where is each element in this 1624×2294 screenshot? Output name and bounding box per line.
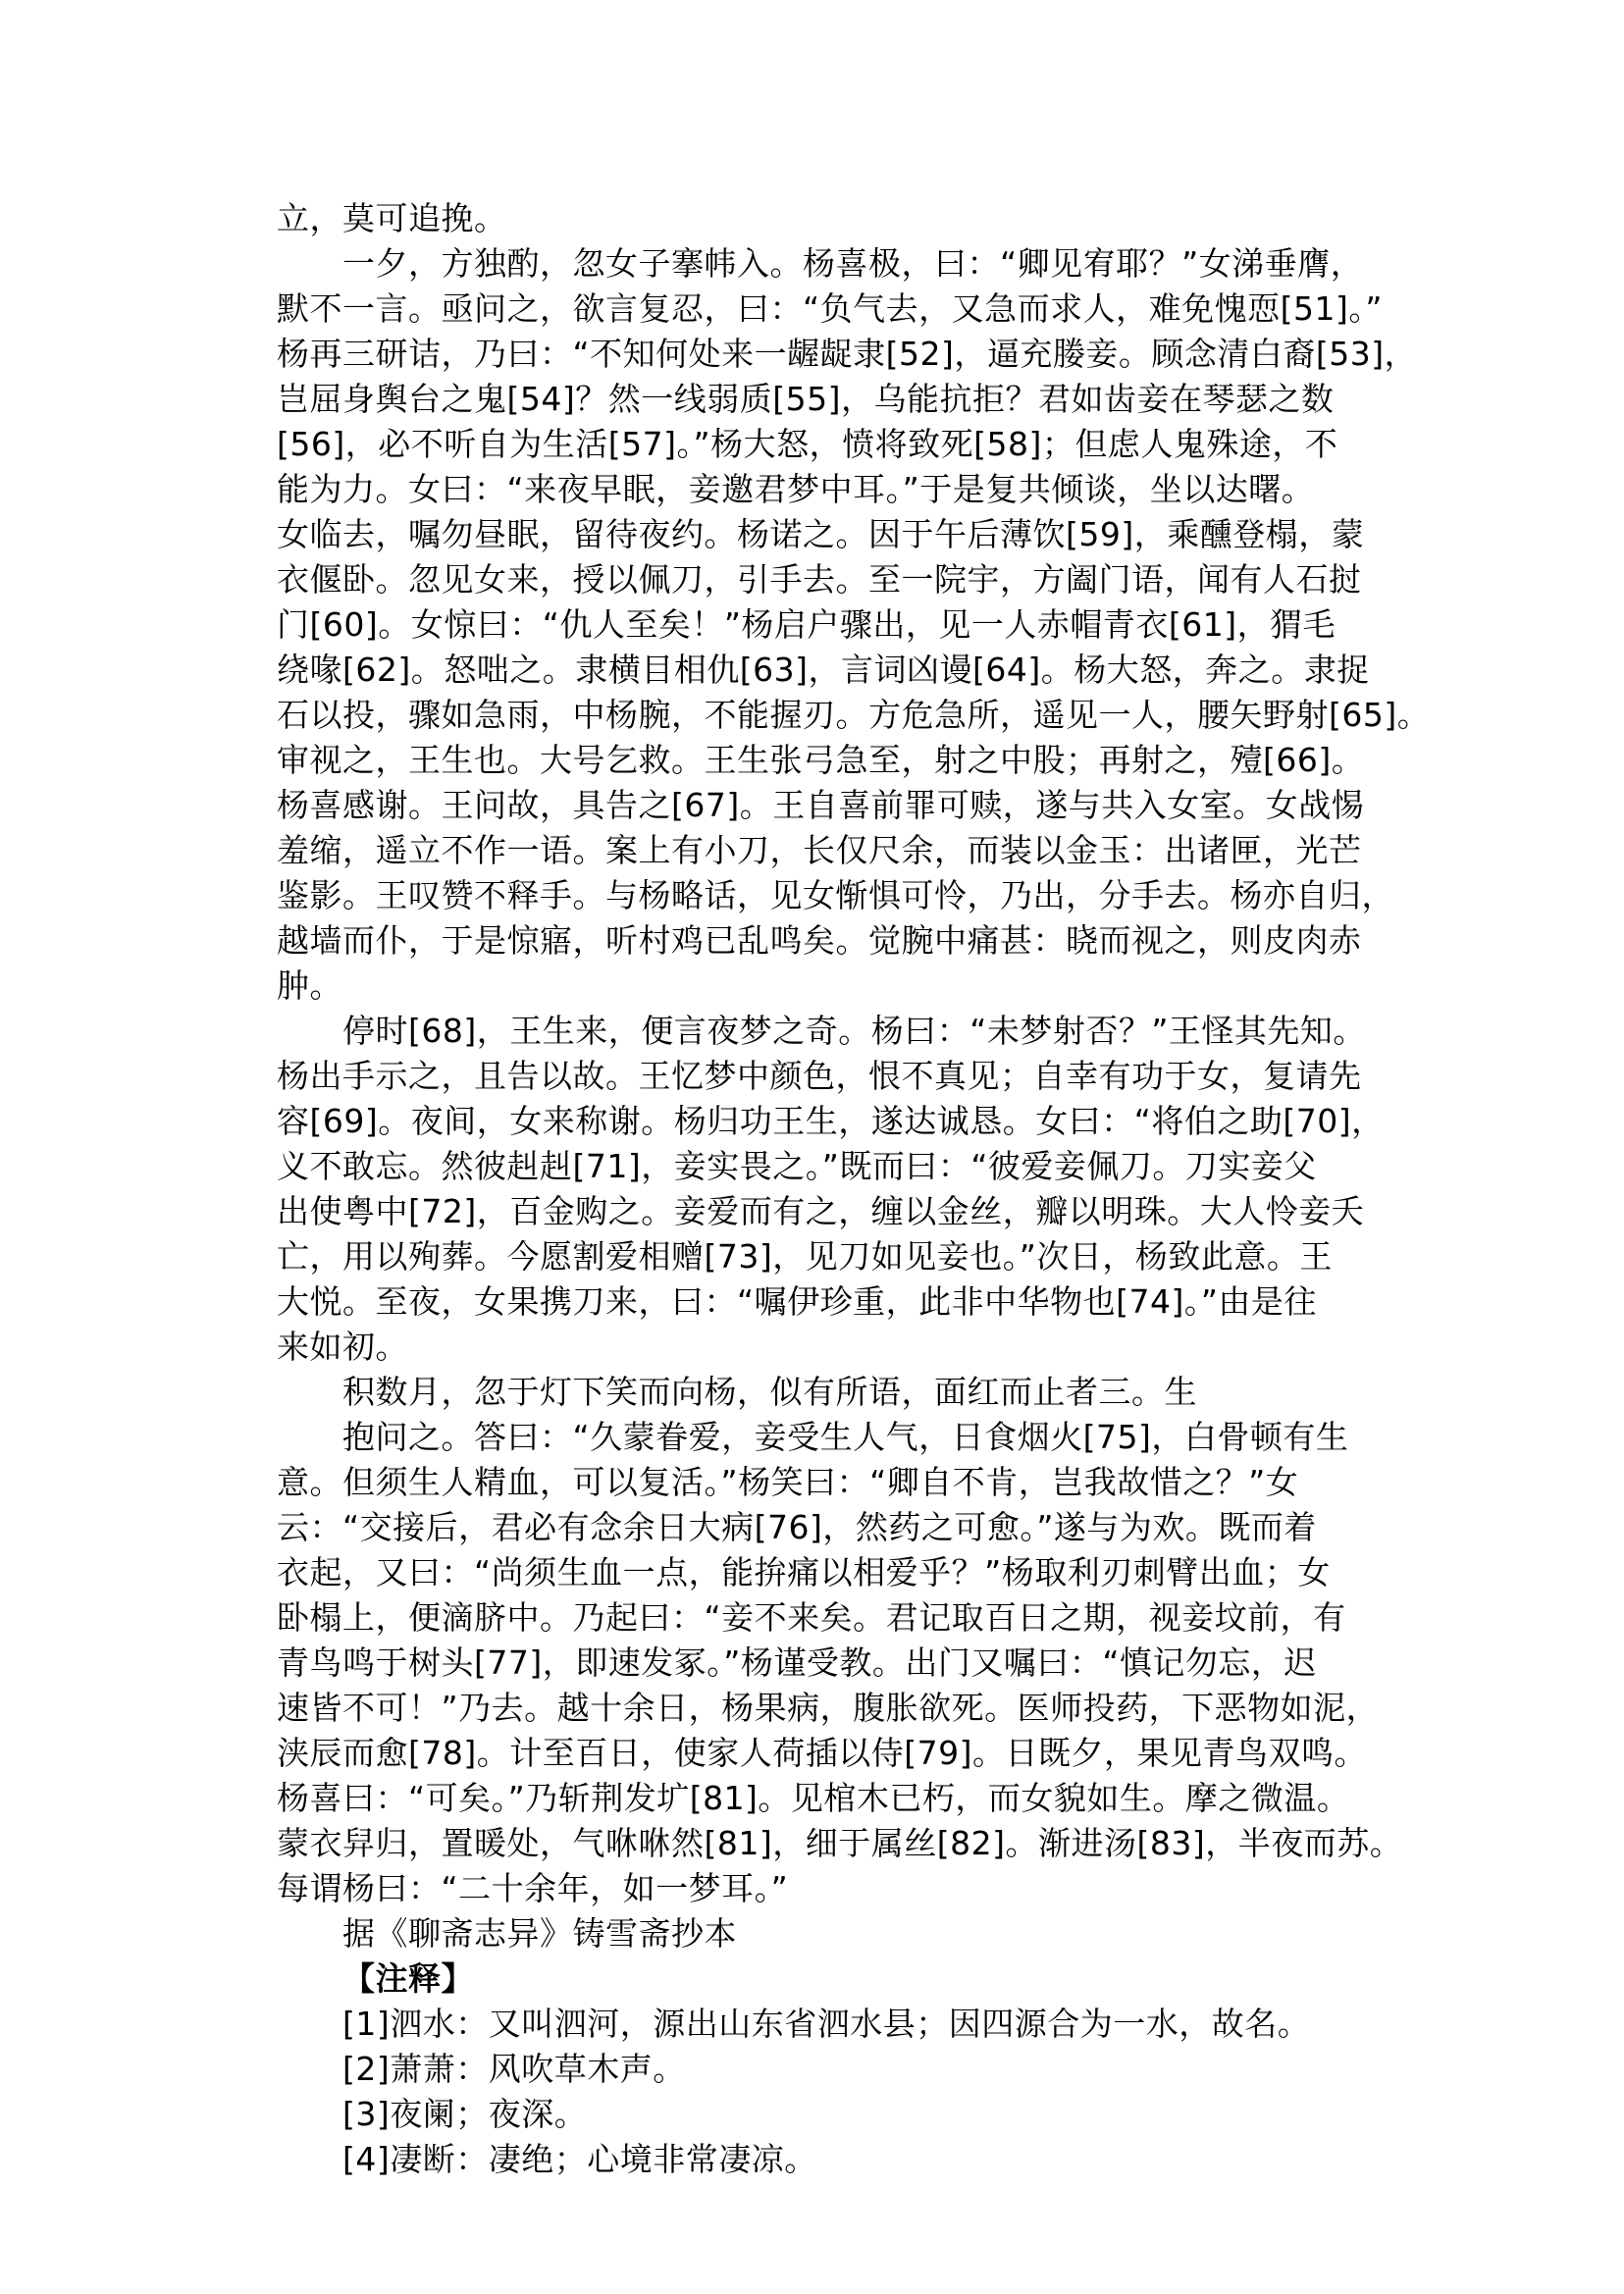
text-line: [1]泗水：又叫泗河，源出山东省泗水县；因四源合为一水，故名。 xyxy=(342,2005,1311,2043)
text-line: 衣偃卧。忽见女来，授以佩刀，引手去。至一院宇，方阖门语，闻有人石挝 xyxy=(277,560,1362,599)
text-line: 鉴影。王叹赞不释手。与杨略话，见女惭惧可怜，乃出，分手去。杨亦自归， xyxy=(277,876,1394,914)
text-line: [56]，必不听自为生活[57]。”杨大怒，愤将致死[58]；但虑人鬼殊途，不 xyxy=(277,425,1338,463)
text-line: 速皆不可！”乃去。越十余日，杨果病，腹胀欲死。医师投药，下恶物如泥， xyxy=(277,1689,1380,1727)
text-line: 杨再三研诘，乃曰：“不知何处来一龌龊隶[52]，逼充媵妾。顾念清白裔[53]， xyxy=(277,335,1418,373)
text-line: 立，莫可追挽。 xyxy=(277,199,507,237)
text-line: 大悦。至夜，女果携刀来，曰：“嘱伊珍重，此非中华物也[74]。”由是往 xyxy=(277,1282,1317,1321)
text-line: 容[69]。夜间，女来称谢。杨归功王生，遂达诚恳。女曰：“将伯之助[70]， xyxy=(277,1102,1385,1140)
text-line: 门[60]。女惊曰：“仇人至矣！”杨启户骤出，见一人赤帽青衣[61]，猬毛 xyxy=(277,605,1336,644)
text-line: 每谓杨曰：“二十余年，如一梦耳。” xyxy=(277,1869,789,1907)
text-line: 意。但须生人精血，可以复活。”杨笑曰：“卿自不肯，岂我故惜之？”女 xyxy=(277,1463,1299,1501)
text-line: 默不一言。亟问之，欲言复忍，曰：“负气去，又急而求人，难免愧恧[51]。” xyxy=(277,289,1383,328)
text-line: 浃辰而愈[78]。计至百日，使家人荷插以侍[79]。日既夕，果见青鸟双鸣。 xyxy=(277,1734,1367,1772)
text-line: 青鸟鸣于树头[77]，即速发冢。”杨谨受教。出门又嘱曰：“慎记勿忘，迟 xyxy=(277,1643,1317,1682)
text-line: 能为力。女曰：“来夜早眠，妾邀君梦中耳。”于是复共倾谈，坐以达曙。 xyxy=(277,470,1315,508)
text-line: 据《聊斋志异》铸雪斋抄本 xyxy=(342,1914,737,1953)
text-line: 杨喜感谢。王问故，具告之[67]。王自喜前罪可赎，遂与共入女室。女战惕 xyxy=(277,786,1365,824)
text-line: 绕喙[62]。怒咄之。隶横目相仇[63]，言词凶谩[64]。杨大怒，奔之。隶捉 xyxy=(277,651,1370,689)
text-line: [2]萧萧：风吹草木声。 xyxy=(342,2050,686,2088)
section-heading: 【注释】 xyxy=(342,1959,474,1998)
text-line: [4]凄断：凄绝；心境非常凄凉。 xyxy=(342,2140,817,2178)
text-line: 亡，用以殉葬。今愿割爱相赠[73]，见刀如见妾也。”次日，杨致此意。王 xyxy=(277,1237,1333,1276)
text-line: 停时[68]，王生来，便言夜梦之奇。杨曰：“未梦射否？”王怪其先知。 xyxy=(342,1012,1366,1050)
body-text xyxy=(277,196,1431,2182)
text-line: 审视之，王生也。大号乞救。王生张弓急至，射之中股；再射之，殪[66]。 xyxy=(277,741,1365,779)
text-line: 一夕，方独酌，忽女子搴帏入。杨喜极，曰：“卿见宥耶？”女涕垂膺， xyxy=(342,244,1364,283)
text-line: 杨喜曰：“可矣。”乃斩荆发圹[81]。见棺木已朽，而女貌如生。摩之微温。 xyxy=(277,1779,1350,1817)
text-line: 杨出手示之，且告以故。王忆梦中颜色，恨不真见；自幸有功于女，复请先 xyxy=(277,1057,1362,1095)
text-line: 越墙而仆，于是惊寤，听村鸡已乱鸣矣。觉腕中痛甚：晓而视之，则皮肉赤 xyxy=(277,921,1362,960)
text-line: 女临去，嘱勿昼眠，留待夜约。杨诺之。因于午后薄饮[59]，乘醺登榻，蒙 xyxy=(277,515,1365,553)
text-line: 积数月，忽于灯下笑而向杨，似有所语，面红而止者三。生 xyxy=(342,1373,1197,1411)
text-line: 岂屈身舆台之鬼[54]？然一线弱质[55]，乌能抗拒？君如齿妾在琴瑟之数 xyxy=(277,380,1335,418)
text-line: 羞缩，遥立不作一语。案上有小刀，长仅尺余，而装以金玉：出诸匣，光芒 xyxy=(277,831,1362,869)
text-line: 云：“交接后，君必有念余日大病[76]，然药之可愈。”遂与为欢。既而着 xyxy=(277,1508,1317,1546)
text-line: 义不敢忘。然彼赳赳[71]，妾实畏之。”既而曰：“彼爱妾佩刀。刀实妾父 xyxy=(277,1147,1317,1185)
text-line: 蒙衣舁归，置暖处，气咻咻然[81]，细于属丝[82]。渐进汤[83]，半夜而苏。 xyxy=(277,1824,1403,1862)
text-line: 石以投，骤如急雨，中杨腕，不能握刃。方危急所，遥见一人，腰矢野射[65]。 xyxy=(277,696,1431,734)
text-line: 衣起，又曰：“尚须生血一点，能拚痛以相爱乎？”杨取利刃刺臂出血；女 xyxy=(277,1553,1331,1591)
text-line: 出使粤中[72]，百金购之。妾爱而有之，缠以金丝，瓣以明珠。大人怜妾夭 xyxy=(277,1192,1365,1230)
text-line: 肿。 xyxy=(277,966,342,1005)
text-line: 来如初。 xyxy=(277,1328,408,1366)
text-line: [3]夜阑；夜深。 xyxy=(342,2095,588,2133)
text-line: 卧榻上，便滴脐中。乃起曰：“妾不来矣。君记取百日之期，视妾坟前，有 xyxy=(277,1598,1346,1637)
text-line: 抱问之。答曰：“久蒙眷爱，妾受生人气，日食烟火[75]，白骨顿有生 xyxy=(342,1418,1349,1456)
